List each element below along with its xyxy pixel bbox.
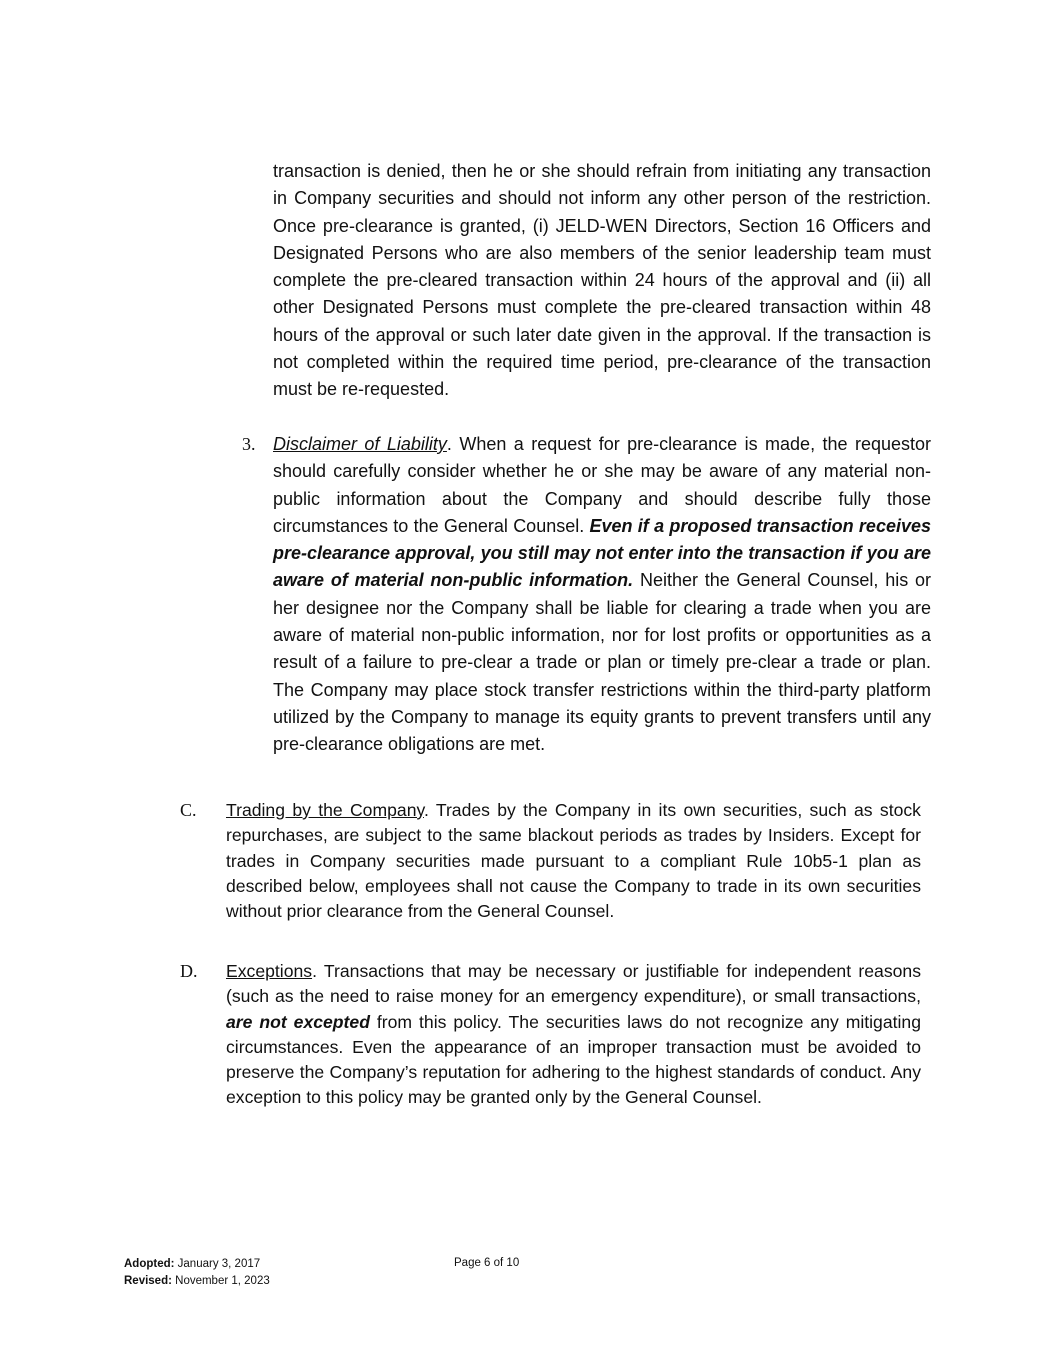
disclaimer-text-a: . When a request for pre-clearance is made, the requestor should carefully consider whether he or she may be aware of any material non-public information about the Company and should describe fully those circumstances to the General Counsel. [273, 434, 931, 536]
page-number: Page 6 of 10 [454, 1257, 520, 1269]
section-c-heading: Trading by the Company [226, 800, 424, 820]
disclaimer-text-b: Neither the General Counsel, his or her designee nor the Company shall be liable for clearing a trade when you are aware of material non-public information, nor for lost profits or opportunities as a result of a failure to pre-clear a trade or plan or timely pre-clear a trade or plan. The Company may place stock transfer restrictions within the third-party platform utilized by the Company to manage its equity grants to prevent transfers until any pre-clearance obligations are met. [273, 570, 931, 755]
section-d-text-b: from this policy. The securities laws do not recognize any mitigating circumstances. Even the appearance of an improper transaction must be avoided to preserve the Company’s reputation for adhering to the highest standards of conduct. Any exception to this policy may be granted only by the General Counsel. [226, 1011, 921, 1108]
section-d-text-a: . Transactions that may be necessary or justifiable for independent reasons (such as the need to raise money for an emergency expenditure), or small transactions, [226, 961, 921, 1007]
adopted-date: January 3, 2017 [174, 1258, 261, 1270]
section-c-paragraph [226, 798, 921, 924]
disclaimer-heading: Disclaimer of Liability [273, 434, 447, 454]
section-d-heading: Exceptions [226, 961, 313, 981]
disclaimer-emphasis: Even if a proposed transaction receives pre-clearance approval, you still may not enter into the transaction if you are aware of material non-public information. [273, 515, 931, 591]
section-d-emphasis: are not excepted [226, 1011, 370, 1032]
section-c-text: . Trades by the Company in its own securities, such as stock repurchases, are subject to the same blackout periods as trades by Insiders. Except for trades in Company securities made pursuant to a compliant Rule 10b5-1 plan as described below, employees shall not cause the Company to trade in its own securities without prior clearance from the General Counsel. [226, 800, 921, 922]
section-d-label: D. [180, 961, 198, 981]
revised-date: November 1, 2023 [171, 1275, 270, 1287]
section-c-label: C. [180, 800, 197, 820]
revised-label: Revised: [124, 1275, 172, 1287]
footer-dates [124, 1256, 270, 1290]
disclaimer-paragraph [273, 431, 931, 759]
adopted-line [124, 1256, 270, 1273]
section-d-paragraph [226, 959, 921, 1111]
revised-line [124, 1273, 270, 1290]
continuation-paragraph: transaction is denied, then he or she should refrain from initiating any transaction in Company securities and should not inform any other person of the restriction. Once pre-clearance is granted, (i) JELD-WEN Directors, Section 16 Officers and Designated Persons who are also members of the senior leadership team must complete the pre-cleared transaction within 24 hours of the approval and (ii) all other Designated Persons must complete the pre-cleared transaction within 48 hours of the approval or such later date given in the approval. If the transaction is not completed within the required time period, pre-clearance of the transaction must be re-requested. [273, 161, 931, 400]
item-number: 3. [242, 434, 256, 454]
adopted-label: Adopted: [124, 1258, 175, 1270]
